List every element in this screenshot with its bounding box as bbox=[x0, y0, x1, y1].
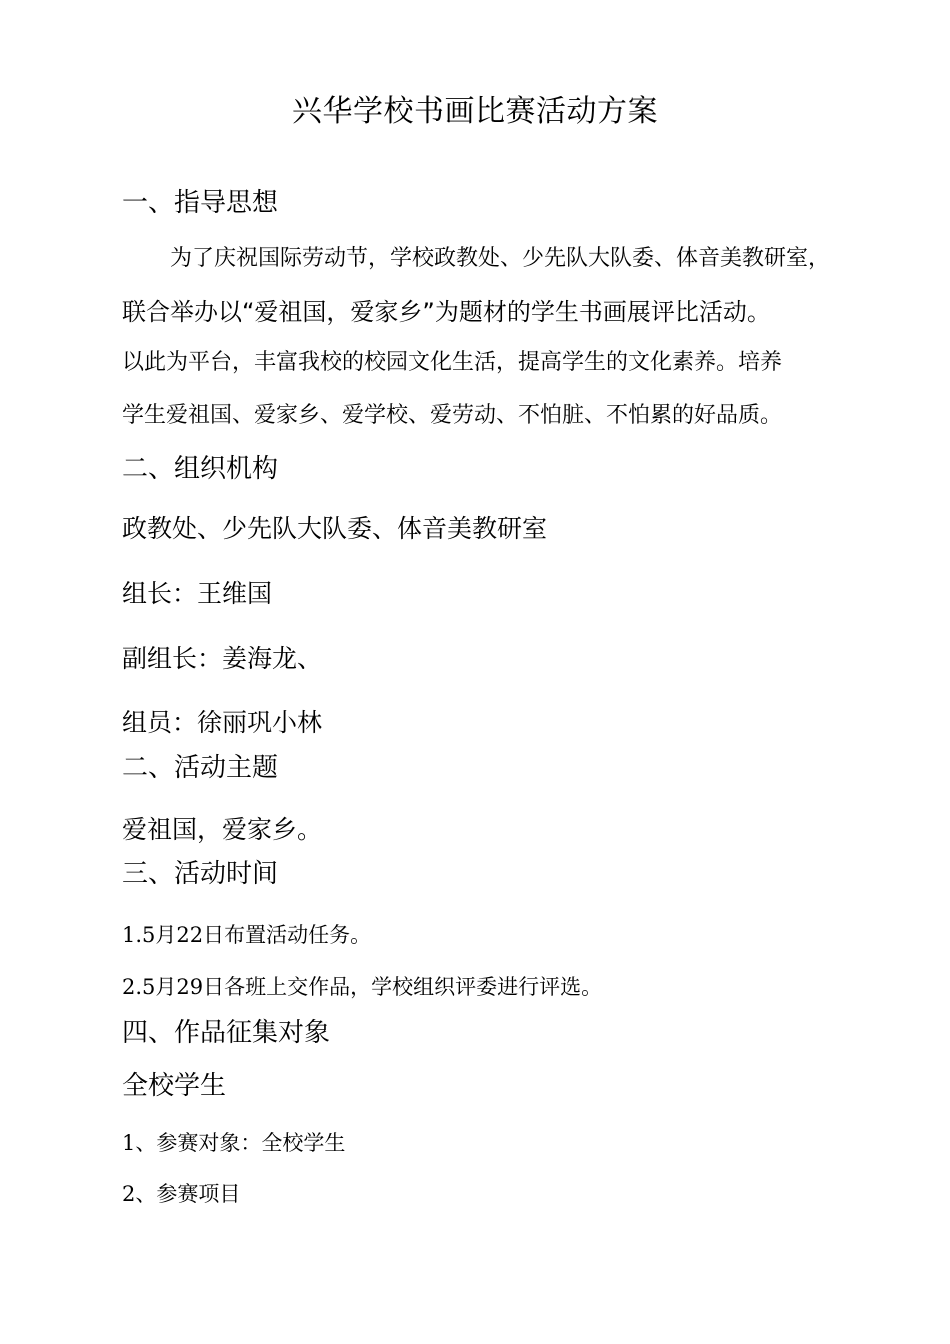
section-heading-collection: 四、作品征集对象 bbox=[122, 1018, 331, 1048]
paragraph-line: 学生爱祖国、爱家乡、爱学校、爱劳动、不怕脏、不怕累的好品质。 bbox=[122, 403, 783, 428]
theme-body: 爱祖国，爱家乡。 bbox=[122, 815, 323, 844]
time-item: 1.5月22日布置活动任务。 bbox=[122, 923, 372, 947]
time-item: 2.5月29日各班上交作品，学校组织评委进行评选。 bbox=[122, 975, 603, 999]
section-heading-guiding: 一、指导思想 bbox=[122, 188, 279, 218]
organization-leader: 组长：王维国 bbox=[122, 579, 273, 608]
paragraph-line: 以此为平台，丰富我校的校园文化生活，提高学生的文化素养。培养 bbox=[122, 350, 783, 375]
collection-item: 2、参赛项目 bbox=[122, 1182, 241, 1206]
section-heading-organization: 二、组织机构 bbox=[122, 454, 279, 484]
paragraph-line: 为了庆祝国际劳动节，学校政教处、少先队大队委、体音美教研室， bbox=[170, 246, 831, 271]
organization-body: 政教处、少先队大队委、体音美教研室 bbox=[122, 514, 548, 543]
organization-deputy: 副组长：姜海龙、 bbox=[122, 644, 323, 673]
paragraph-line: 联合举办以“爱祖国，爱家乡”为题材的学生书画展评比活动。 bbox=[122, 298, 771, 326]
document-title: 兴华学校书画比赛活动方案 bbox=[292, 94, 658, 129]
collection-item: 1、参赛对象：全校学生 bbox=[122, 1131, 346, 1155]
collection-body: 全校学生 bbox=[122, 1071, 227, 1101]
section-heading-time: 三、活动时间 bbox=[122, 859, 279, 889]
section-heading-theme: 二、活动主题 bbox=[122, 753, 279, 783]
organization-members: 组员：徐丽巩小林 bbox=[122, 708, 323, 737]
